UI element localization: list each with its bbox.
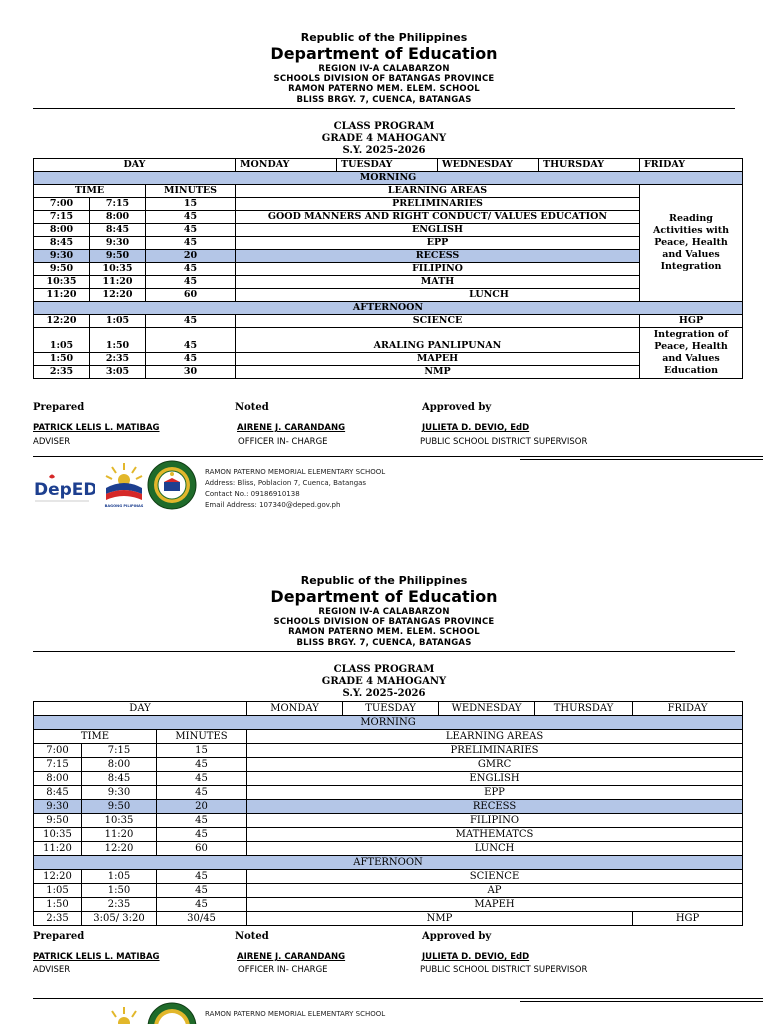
end-time: 8:45 [82, 772, 157, 786]
spacer-cell [34, 328, 90, 341]
minutes-header: MINUTES [146, 185, 236, 198]
start-time: 9:30 [34, 250, 90, 263]
school-seal-logo [147, 1002, 197, 1024]
program-school-year: S.Y. 2025-2026 [342, 145, 426, 156]
end-time: 2:35 [82, 898, 157, 912]
approved-label: Approved by [422, 931, 492, 942]
table-row [34, 224, 743, 237]
minutes: 15 [157, 744, 247, 758]
program-title: CLASS PROGRAM [333, 121, 435, 132]
table-row [34, 814, 743, 828]
friday-morning-activity: Reading Activities with Peace, Health and Values Integration [640, 185, 743, 302]
day-label: DAY [34, 702, 247, 716]
learning-area: PRELIMINARIES [236, 198, 640, 211]
friday-hgp: HGP [640, 315, 743, 328]
end-time: 1:05 [82, 870, 157, 884]
start-time: 11:20 [34, 289, 90, 302]
end-time: 3:05 [90, 366, 146, 379]
learning-area: SCIENCE [247, 870, 743, 884]
minutes: 30/45 [157, 912, 247, 926]
learning-area: MAPEH [247, 898, 743, 912]
day-friday: FRIDAY [640, 159, 743, 172]
learning-area: RECESS [236, 250, 640, 263]
minutes: 60 [157, 842, 247, 856]
start-time: 1:50 [34, 353, 90, 366]
morning-label: MORNING [34, 716, 743, 730]
start-time: 8:45 [34, 237, 90, 250]
table-row [34, 276, 743, 289]
column-header-row [34, 185, 743, 198]
minutes: 45 [146, 315, 236, 328]
header-division: SCHOOLS DIVISION OF BATANGAS PROVINCE [273, 617, 495, 627]
learning-area: FILIPINO [236, 263, 640, 276]
deped-logo [33, 471, 95, 507]
minutes: 45 [146, 340, 236, 353]
learning-area: GMRC [247, 758, 743, 772]
spacer-cell [146, 328, 236, 341]
start-time: 9:50 [34, 814, 82, 828]
minutes: 60 [146, 289, 236, 302]
start-time: 12:20 [34, 315, 90, 328]
table-row [34, 744, 743, 758]
prepared-name: PATRICK LELIS L. MATIBAG [33, 423, 160, 433]
footer-divider [33, 456, 763, 457]
end-time: 12:20 [90, 289, 146, 302]
program-title: CLASS PROGRAM [333, 664, 435, 675]
noted-position: OFFICER IN- CHARGE [238, 437, 328, 447]
approved-position: PUBLIC SCHOOL DISTRICT SUPERVISOR [420, 965, 588, 975]
table-row [34, 340, 743, 353]
minutes: 45 [157, 898, 247, 912]
morning-band [34, 172, 743, 185]
start-time: 8:00 [34, 772, 82, 786]
table-row [34, 353, 743, 366]
minutes: 45 [146, 237, 236, 250]
header-school: RAMON PATERNO MEM. ELEM. SCHOOL [288, 627, 480, 637]
minutes: 15 [146, 198, 236, 211]
minutes: 45 [157, 772, 247, 786]
deped-wordmark: DepED [34, 480, 95, 500]
learning-area: ENGLISH [236, 224, 640, 237]
approved-name: JULIETA D. DEVIO, EdD [422, 952, 530, 962]
start-time: 8:45 [34, 786, 82, 800]
table-row-recess [34, 800, 743, 814]
end-time: 8:45 [90, 224, 146, 237]
minutes-header: MINUTES [157, 730, 247, 744]
learning-area: SCIENCE [236, 315, 640, 328]
footer-contact-number: Contact No.: 09186910138 [205, 490, 300, 498]
noted-position: OFFICER IN- CHARGE [238, 965, 328, 975]
minutes: 45 [157, 828, 247, 842]
deped-logo [33, 1016, 95, 1024]
header-address: BLISS BRGY. 7, CUENCA, BATANGAS [296, 638, 472, 648]
afternoon-label: AFTERNOON [34, 856, 743, 870]
learning-area: NMP [247, 912, 633, 926]
learning-area: NMP [236, 366, 640, 379]
footer-email: Email Address: 107340@deped.gov.ph [205, 501, 341, 509]
table-row [34, 884, 743, 898]
learning-area: LUNCH [236, 289, 743, 302]
learning-area: EPP [236, 237, 640, 250]
start-time: 1:05 [34, 340, 90, 353]
approved-name: JULIETA D. DEVIO, EdD [422, 423, 530, 433]
header-republic: Republic of the Philippines [300, 31, 468, 44]
end-time: 9:50 [82, 800, 157, 814]
end-time: 7:15 [90, 198, 146, 211]
minutes: 45 [146, 211, 236, 224]
table-row-recess [34, 250, 743, 263]
start-time: 2:35 [34, 912, 82, 926]
program-grade: GRADE 4 MAHOGANY [321, 133, 447, 144]
time-header: TIME [34, 185, 146, 198]
footer-divider [33, 998, 763, 999]
footer-divider-thin [520, 1001, 763, 1002]
end-time: 9:30 [82, 786, 157, 800]
schedule-table [33, 158, 743, 379]
table-row [34, 870, 743, 884]
bagong-pilipinas-logo [102, 460, 146, 510]
noted-label: Noted [235, 931, 269, 942]
footer-school-name: RAMON PATERNO MEMORIAL ELEMENTARY SCHOOL [205, 468, 386, 476]
start-time: 7:15 [34, 758, 82, 772]
schedule-table [33, 701, 743, 926]
day-monday: MONDAY [247, 702, 343, 716]
end-time: 9:50 [90, 250, 146, 263]
bagong-pilipinas-label: BAGONG PILIPINAS [104, 504, 144, 508]
start-time: 2:35 [34, 366, 90, 379]
header-republic: Republic of the Philippines [300, 574, 468, 587]
start-time: 1:50 [34, 898, 82, 912]
start-time: 7:00 [34, 198, 90, 211]
table-row [34, 198, 743, 211]
day-wednesday: WEDNESDAY [439, 702, 535, 716]
prepared-label: Prepared [33, 402, 85, 413]
table-row-lunch [34, 842, 743, 856]
end-time: 10:35 [82, 814, 157, 828]
header-school: RAMON PATERNO MEM. ELEM. SCHOOL [288, 84, 480, 94]
header-divider [33, 108, 735, 109]
start-time: 8:00 [34, 224, 90, 237]
morning-band [34, 716, 743, 730]
day-friday: FRIDAY [633, 702, 743, 716]
footer-address: Address: Bliss, Poblacion 7, Cuenca, Batangas [205, 479, 367, 487]
minutes: 20 [157, 800, 247, 814]
footer-divider-thin [520, 459, 763, 460]
start-time: 10:35 [34, 276, 90, 289]
table-row-lunch [34, 289, 743, 302]
minutes: 45 [146, 353, 236, 366]
start-time: 10:35 [34, 828, 82, 842]
header-department: Department of Education [270, 587, 498, 606]
learning-area: RECESS [247, 800, 743, 814]
start-time: 7:00 [34, 744, 82, 758]
day-thursday: THURSDAY [539, 159, 640, 172]
afternoon-band [34, 302, 743, 315]
approved-label: Approved by [422, 402, 492, 413]
learning-area: PRELIMINARIES [247, 744, 743, 758]
prepared-position: ADVISER [33, 965, 71, 975]
minutes: 45 [146, 263, 236, 276]
table-row [34, 263, 743, 276]
learning-area: MATHEMATCS [247, 828, 743, 842]
end-time: 2:35 [90, 353, 146, 366]
noted-name: AIRENE J. CARANDANG [237, 952, 346, 962]
learning-area: FILIPINO [247, 814, 743, 828]
spacer-cell [236, 328, 640, 341]
table-row [34, 758, 743, 772]
minutes: 45 [146, 276, 236, 289]
table-row [34, 786, 743, 800]
day-thursday: THURSDAY [535, 702, 633, 716]
learning-area: GOOD MANNERS AND RIGHT CONDUCT/ VALUES EDUCATION [236, 211, 640, 224]
day-monday: MONDAY [236, 159, 337, 172]
day-label: DAY [34, 159, 236, 172]
column-header-row [34, 730, 743, 744]
table-row [34, 315, 743, 328]
afternoon-label: AFTERNOON [34, 302, 743, 315]
learning-areas-header: LEARNING AREAS [247, 730, 743, 744]
minutes: 30 [146, 366, 236, 379]
minutes: 45 [157, 758, 247, 772]
start-time: 7:15 [34, 211, 90, 224]
bagong-pilipinas-logo [102, 1004, 146, 1024]
day-tuesday: TUESDAY [337, 159, 438, 172]
start-time: 1:05 [34, 884, 82, 898]
morning-label: MORNING [34, 172, 743, 185]
table-row [34, 366, 743, 379]
start-time: 11:20 [34, 842, 82, 856]
end-time: 11:20 [90, 276, 146, 289]
table-row [34, 237, 743, 250]
start-time: 9:30 [34, 800, 82, 814]
minutes: 45 [157, 786, 247, 800]
learning-area: EPP [247, 786, 743, 800]
start-time: 12:20 [34, 870, 82, 884]
end-time: 1:50 [90, 340, 146, 353]
document-page-2 [0, 543, 768, 1024]
afternoon-band [34, 856, 743, 870]
day-tuesday: TUESDAY [343, 702, 439, 716]
day-wednesday: WEDNESDAY [438, 159, 539, 172]
header-divider [33, 651, 735, 652]
end-time: 11:20 [82, 828, 157, 842]
school-seal-logo [147, 460, 197, 510]
minutes: 45 [157, 884, 247, 898]
day-header-row [34, 159, 743, 172]
learning-area: MAPEH [236, 353, 640, 366]
end-time: 8:00 [90, 211, 146, 224]
end-time: 3:05/ 3:20 [82, 912, 157, 926]
header-region: REGION IV-A CALABARZON [318, 64, 450, 74]
learning-area: LUNCH [247, 842, 743, 856]
noted-label: Noted [235, 402, 269, 413]
friday-afternoon-activity: Integration of Peace, Health and Values Education [640, 328, 743, 379]
table-row [34, 912, 743, 926]
end-time: 10:35 [90, 263, 146, 276]
end-time: 8:00 [82, 758, 157, 772]
prepared-label: Prepared [33, 931, 85, 942]
approved-position: PUBLIC SCHOOL DISTRICT SUPERVISOR [420, 437, 588, 447]
header-department: Department of Education [270, 44, 498, 63]
end-time: 9:30 [90, 237, 146, 250]
header-region: REGION IV-A CALABARZON [318, 607, 450, 617]
end-time: 1:50 [82, 884, 157, 898]
minutes: 45 [146, 224, 236, 237]
noted-name: AIRENE J. CARANDANG [237, 423, 346, 433]
table-row [34, 828, 743, 842]
spacer-cell [90, 328, 146, 341]
table-row-spacer [34, 328, 743, 341]
table-row [34, 772, 743, 786]
table-row [34, 211, 743, 224]
minutes: 20 [146, 250, 236, 263]
minutes: 45 [157, 870, 247, 884]
program-grade: GRADE 4 MAHOGANY [321, 676, 447, 687]
learning-area: ARALING PANLIPUNAN [236, 340, 640, 353]
learning-area: ENGLISH [247, 772, 743, 786]
program-school-year: S.Y. 2025-2026 [342, 688, 426, 699]
start-time: 9:50 [34, 263, 90, 276]
learning-area: MATH [236, 276, 640, 289]
table-row [34, 898, 743, 912]
time-header: TIME [34, 730, 157, 744]
learning-area: AP [247, 884, 743, 898]
friday-hgp: HGP [633, 912, 743, 926]
day-header-row [34, 702, 743, 716]
end-time: 1:05 [90, 315, 146, 328]
prepared-position: ADVISER [33, 437, 71, 447]
end-time: 12:20 [82, 842, 157, 856]
footer-school-name: RAMON PATERNO MEMORIAL ELEMENTARY SCHOOL [205, 1010, 386, 1018]
prepared-name: PATRICK LELIS L. MATIBAG [33, 952, 160, 962]
minutes: 45 [157, 814, 247, 828]
header-division: SCHOOLS DIVISION OF BATANGAS PROVINCE [273, 74, 495, 84]
end-time: 7:15 [82, 744, 157, 758]
header-address: BLISS BRGY. 7, CUENCA, BATANGAS [296, 95, 472, 105]
learning-areas-header: LEARNING AREAS [236, 185, 640, 198]
